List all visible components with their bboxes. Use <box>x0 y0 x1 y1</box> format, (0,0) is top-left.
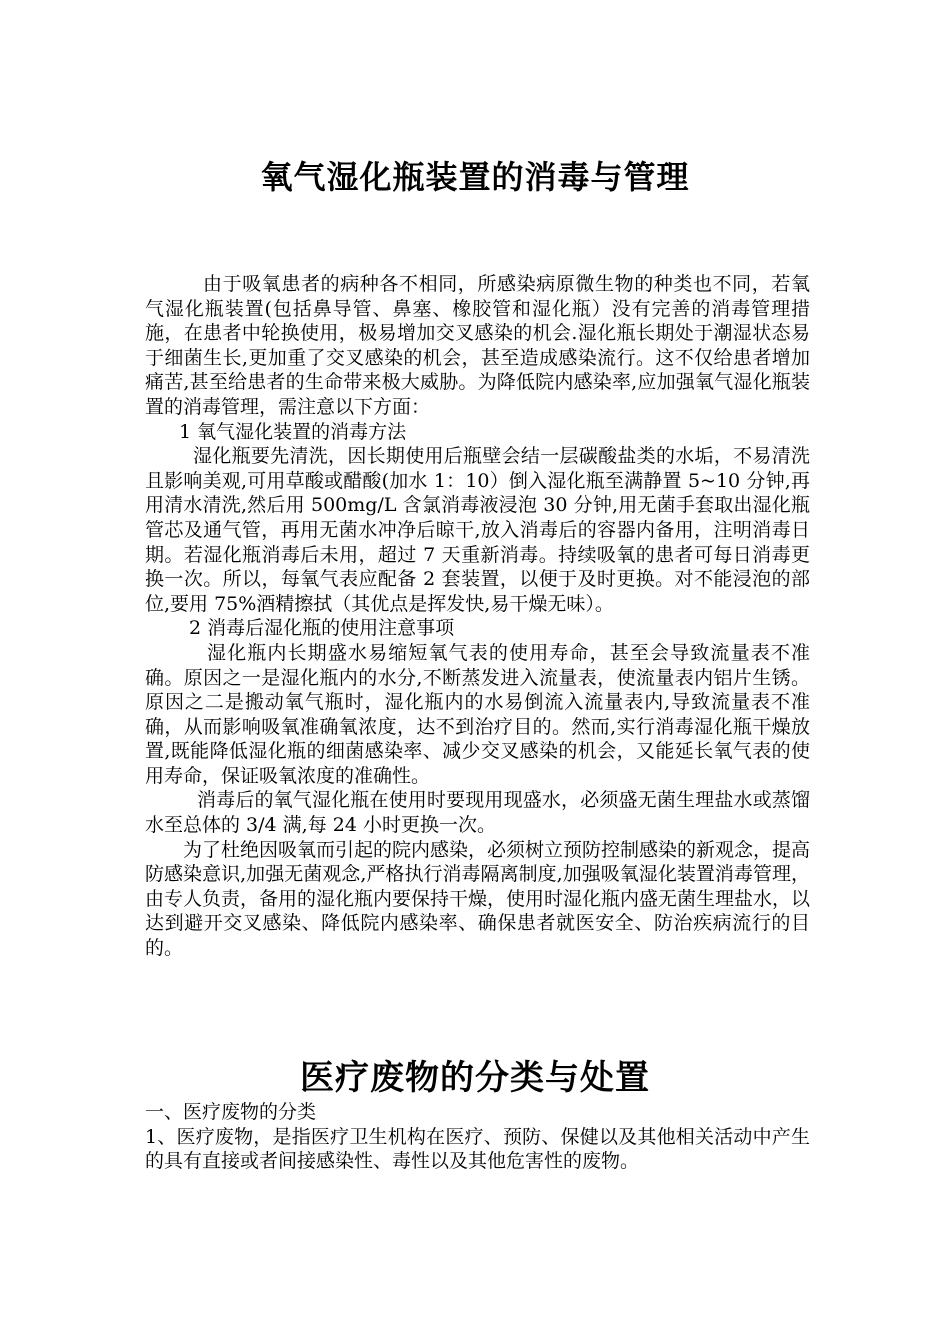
waste-section <box>145 1100 810 1174</box>
section2-paragraph-2: 消毒后的氧气湿化瓶在使用时要现用现盛水，必须盛无菌生理盐水或蒸馏水至总体的 3/4 满,每 24 小时更换一次。 <box>145 789 810 837</box>
waste-definition-paragraph: 1、医疗废物，是指医疗卫生机构在医疗、预防、保健以及其他相关活动中产生的具有直接或者间接感染性、毒性以及其他危害性的废物。 <box>145 1125 810 1173</box>
conclusion-paragraph: 为了杜绝因吸氧而引起的院内感染，必须树立预防控制感染的新观念，提高防感染意识,加强无菌观念,严格执行消毒隔离制度,加强吸氧湿化装置消毒管理，由专人负责，备用的湿化瓶内要保持干燥，使用时湿化瓶内盛无菌生理盐水，以达到避开交叉感染、降低院内感染率、确保患者就医安全、防治疾病流行的目的。 <box>145 838 811 960</box>
section1-paragraph: 湿化瓶要先清洗，因长期使用后瓶壁会结一层碳酸盐类的水垢，不易清洗且影响美观,可用草酸或醋酸(加水 1：10）倒入湿化瓶至满静置 5~10 分钟,再用清水清洗,然后用 500mg/L 含氯消毒液浸泡 30 分钟,用无菌手套取出湿化瓶管芯及通气管，再用无菌水冲净后晾干,放入消毒后的容器内备用，注明消毒日期。若湿化瓶消毒后未用，超过 7 天重新消毒。持续吸氧的患者可每日消毒更换一次。所以，每氧气表应配备 2 套装置，以便于及时更换。对不能浸泡的部位,要用 75%酒精擦拭（其优点是挥发快,易干燥无味）。 <box>145 445 810 615</box>
intro-paragraph: 由于吸氧患者的病种各不相同，所感染病原微生物的种类也不同，若氧气湿化瓶装置(包括鼻导管、鼻塞、橡胶管和湿化瓶）没有完善的消毒管理措施，在患者中轮换使用，极易增加交叉感染的机会.湿化瓶长期处于潮湿状态易于细菌生长,更加重了交叉感染的机会，甚至造成感染流行。这不仅给患者增加痛苦,甚至给患者的生命带来极大威胁。为降低院内感染率,应加强氧气湿化瓶装置的消毒管理，需注意以下方面： <box>145 273 810 418</box>
waste-classification-heading: 一、医疗废物的分类 <box>145 1101 317 1123</box>
second-title: 医疗废物的分类与处置 <box>300 1058 650 1098</box>
document-title: 氧气湿化瓶装置的消毒与管理 <box>260 158 690 196</box>
article-body <box>145 272 810 961</box>
section1-heading: 1 氧气湿化装置的消毒方法 <box>179 420 407 443</box>
section2-heading: 2 消毒后湿化瓶的使用注意事项 <box>189 617 455 640</box>
section2-paragraph-1: 湿化瓶内长期盛水易缩短氧气表的使用寿命，甚至会导致流量表不准确。原因之一是湿化瓶内的水分,不断蒸发进入流量表，使流量表内铝片生锈。原因之二是搬动氧气瓶时，湿化瓶内的水易倒流入流量表内,导致流量表不准确，从而影响吸氧准确氧浓度，达不到治疗目的。然而,实行消毒湿化瓶干燥放置,既能降低湿化瓶的细菌感染率、减少交叉感染的机会，又能延长氧气表的使用寿命，保证吸氧浓度的准确性。 <box>145 641 810 787</box>
